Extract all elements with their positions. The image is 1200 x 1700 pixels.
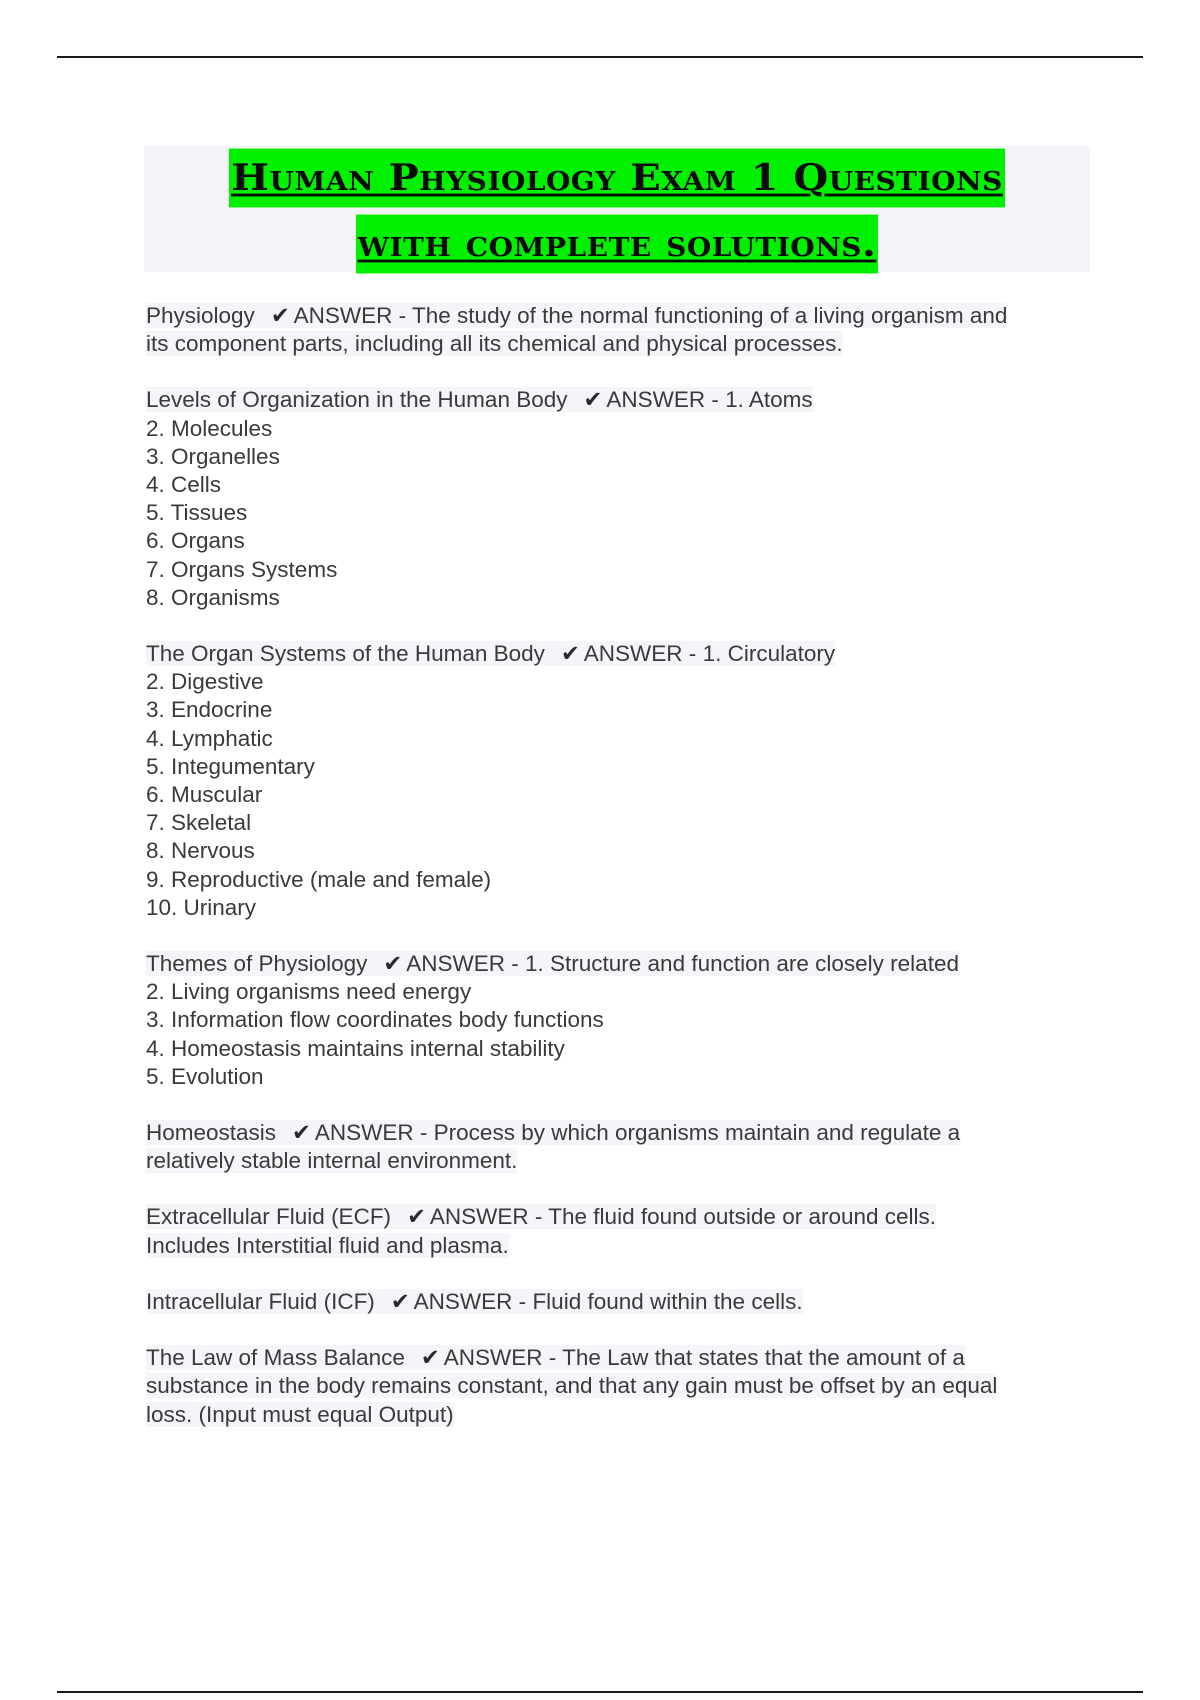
answer-text: The fluid found outside or around cells. [548, 1204, 937, 1230]
answer-text: Fluid found within the cells. [532, 1288, 803, 1314]
list-item: 9. Reproductive (male and female) [146, 866, 492, 892]
question-term: Homeostasis [146, 1120, 277, 1146]
list-item: 5. Integumentary [146, 753, 315, 779]
list-item: 7. Skeletal [146, 810, 252, 836]
qa-entry [146, 1119, 1086, 1175]
answer-text: 1. Atoms [725, 387, 813, 413]
question-term: Themes of Physiology [146, 951, 368, 977]
answer-label: ANSWER - [314, 1120, 428, 1146]
qa-highlight [146, 1289, 803, 1314]
qa-first-line [146, 1203, 1086, 1231]
qa-entry [146, 950, 1086, 1091]
answer-continuation-line [146, 1147, 1086, 1175]
checkmark-icon: ✔ [560, 641, 580, 667]
qa-entry [146, 1288, 1086, 1316]
answer-text: 1. Structure and function are closely related [524, 951, 959, 977]
bottom-rule [57, 1691, 1143, 1693]
question-term: Intracellular Fluid (ICF) [146, 1288, 375, 1314]
answer-text: relatively stable internal environment. [146, 1148, 518, 1174]
list-item: 5. Tissues [146, 500, 248, 526]
qa-first-line [146, 1288, 1086, 1316]
qa-highlight [146, 951, 959, 976]
answer-text: 1. Circulatory [702, 641, 836, 667]
qa-first-line [146, 640, 1086, 668]
qa-entry [146, 1203, 1086, 1259]
answer-label: ANSWER - [583, 641, 697, 667]
list-item: 6. Organs [146, 528, 245, 554]
document-title-line-2: with complete solutions. [356, 215, 879, 274]
question-term: Extracellular Fluid (ECF) [146, 1204, 392, 1230]
list-item: 2. Digestive [146, 669, 264, 695]
answer-label: ANSWER - [606, 387, 719, 413]
qa-highlight [146, 641, 835, 666]
qa-entry [146, 640, 1086, 922]
answer-text: substance in the body remains constant, and that any gain must be offset by an equal [146, 1373, 998, 1399]
checkmark-icon: ✔ [292, 1120, 311, 1146]
answer-continuation-line [146, 1232, 1086, 1260]
qa-first-line [146, 950, 1086, 978]
checkmark-icon: ✔ [270, 303, 290, 328]
qa-list [146, 302, 1086, 1457]
qa-highlight [146, 1345, 965, 1370]
qa-first-line [146, 1344, 1086, 1372]
qa-entry [146, 386, 1086, 612]
answer-continuation-line [146, 330, 1086, 358]
answer-label: ANSWER - [293, 303, 407, 328]
list-item: 4. Homeostasis maintains internal stability [146, 1035, 565, 1061]
answer-continuation-line [146, 1372, 1086, 1400]
answer-label: ANSWER - [406, 951, 519, 977]
qa-first-line [146, 302, 1086, 330]
list-item: 3. Information flow coordinates body functions [146, 1007, 604, 1033]
checkmark-icon: ✔ [583, 387, 603, 413]
list-item: 8. Organisms [146, 584, 280, 610]
answer-text: Includes Interstitial fluid and plasma. [146, 1232, 509, 1258]
qa-highlight [146, 303, 1007, 328]
checkmark-icon: ✔ [420, 1345, 440, 1371]
answer-label: ANSWER - [429, 1204, 543, 1230]
checkmark-icon: ✔ [390, 1288, 410, 1314]
qa-first-line [146, 1119, 1086, 1147]
question-term: The Law of Mass Balance [146, 1345, 405, 1371]
qa-first-line [146, 386, 1086, 414]
answer-text: Process by which organisms maintain and regulate a [433, 1120, 961, 1146]
qa-highlight [146, 1120, 960, 1145]
question-term: Physiology [146, 303, 255, 328]
answer-text: its component parts, including all its chemical and physical processes. [146, 331, 843, 357]
list-item: 6. Muscular [146, 782, 263, 808]
question-term: The Organ Systems of the Human Body [146, 641, 545, 667]
qa-entry [146, 302, 1086, 358]
answer-text: loss. (Input must equal Output) [146, 1401, 454, 1427]
answer-label: ANSWER - [443, 1345, 557, 1371]
answer-continuation-line [146, 1401, 1086, 1429]
list-item: 3. Organelles [146, 443, 280, 469]
document-title-line-1: Human Physiology Exam 1 Questions [229, 149, 1005, 208]
list-item: 4. Cells [146, 472, 222, 498]
list-item: 2. Living organisms need energy [146, 979, 472, 1005]
qa-highlight [146, 387, 813, 412]
qa-entry [146, 1344, 1086, 1429]
question-term: Levels of Organization in the Human Body [146, 387, 568, 413]
list-item: 5. Evolution [146, 1063, 264, 1089]
list-item: 3. Endocrine [146, 697, 273, 723]
title-block [144, 146, 1090, 272]
checkmark-icon: ✔ [383, 951, 403, 977]
list-item: 10. Urinary [146, 894, 257, 920]
list-item: 7. Organs Systems [146, 556, 338, 582]
qa-highlight [146, 1204, 936, 1229]
checkmark-icon: ✔ [407, 1204, 426, 1230]
list-item: 8. Nervous [146, 838, 255, 864]
answer-text: The study of the normal functioning of a living organism and [412, 303, 1008, 328]
answer-label: ANSWER - [413, 1288, 527, 1314]
list-item: 2. Molecules [146, 415, 273, 441]
list-item: 4. Lymphatic [146, 725, 273, 751]
top-rule [57, 56, 1143, 58]
answer-text: The Law that states that the amount of a [562, 1345, 965, 1371]
